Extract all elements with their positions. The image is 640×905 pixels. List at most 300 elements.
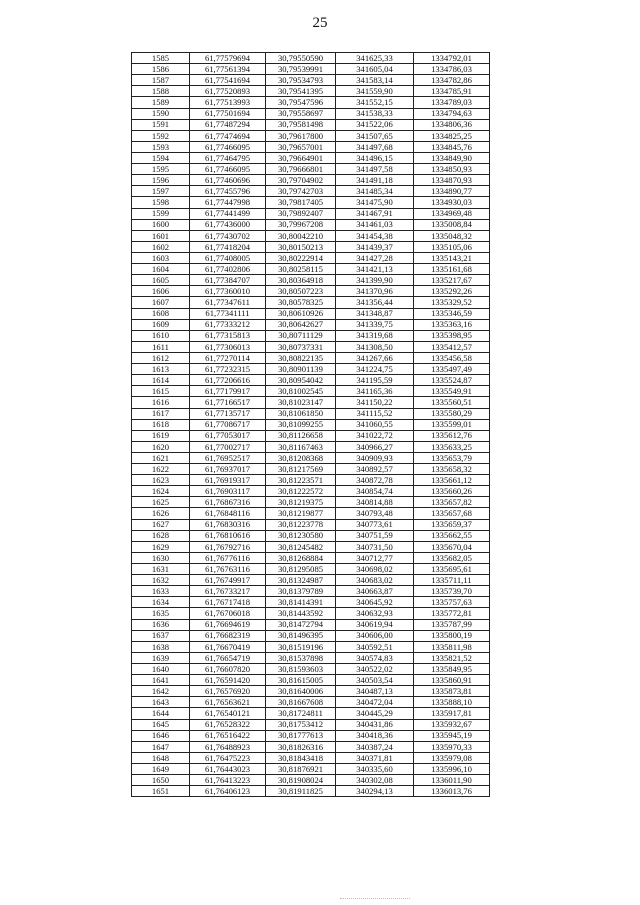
- x-coordinate-cell: 341421,13: [336, 264, 414, 275]
- y-coordinate-cell: 1334870,93: [414, 175, 490, 186]
- longitude-cell: 30,79558697: [266, 108, 336, 119]
- y-coordinate-cell: 1335682,05: [414, 552, 490, 563]
- latitude-cell: 61,77418204: [190, 241, 266, 252]
- latitude-cell: 61,76516422: [190, 730, 266, 741]
- latitude-cell: 61,77179917: [190, 386, 266, 397]
- y-coordinate-cell: 1335661,12: [414, 475, 490, 486]
- y-coordinate-cell: 1334792,01: [414, 53, 490, 64]
- latitude-cell: 61,76763116: [190, 564, 266, 575]
- longitude-cell: 30,81126658: [266, 430, 336, 441]
- y-coordinate-cell: 1335143,21: [414, 252, 490, 263]
- longitude-cell: 30,81167463: [266, 441, 336, 452]
- table-row: [132, 464, 490, 475]
- x-coordinate-cell: 340418,36: [336, 730, 414, 741]
- latitude-cell: 61,77541694: [190, 75, 266, 86]
- x-coordinate-cell: 341467,91: [336, 208, 414, 219]
- point-number-cell: 1621: [132, 452, 190, 463]
- longitude-cell: 30,81908024: [266, 775, 336, 786]
- latitude-cell: 61,77408005: [190, 252, 266, 263]
- latitude-cell: 61,76694619: [190, 619, 266, 630]
- y-coordinate-cell: 1335346,59: [414, 308, 490, 319]
- longitude-cell: 30,81222572: [266, 486, 336, 497]
- point-number-cell: 1619: [132, 430, 190, 441]
- x-coordinate-cell: 340892,57: [336, 464, 414, 475]
- longitude-cell: 30,81414391: [266, 597, 336, 608]
- y-coordinate-cell: 1334845,76: [414, 141, 490, 152]
- x-coordinate-cell: 341454,38: [336, 230, 414, 241]
- latitude-cell: 61,76540121: [190, 708, 266, 719]
- table-row: [132, 64, 490, 75]
- x-coordinate-cell: 341356,44: [336, 297, 414, 308]
- coordinates-table: [131, 52, 490, 797]
- longitude-cell: 30,81593603: [266, 664, 336, 675]
- longitude-cell: 30,81876921: [266, 764, 336, 775]
- y-coordinate-cell: 1335363,16: [414, 319, 490, 330]
- x-coordinate-cell: 341319,68: [336, 330, 414, 341]
- point-number-cell: 1624: [132, 486, 190, 497]
- table-row: [132, 241, 490, 252]
- table-row: [132, 175, 490, 186]
- y-coordinate-cell: 1335657,82: [414, 497, 490, 508]
- point-number-cell: 1641: [132, 675, 190, 686]
- latitude-cell: 61,76488923: [190, 741, 266, 752]
- point-number-cell: 1637: [132, 630, 190, 641]
- x-coordinate-cell: 340592,51: [336, 641, 414, 652]
- table-row: [132, 741, 490, 752]
- longitude-cell: 30,80711129: [266, 330, 336, 341]
- y-coordinate-cell: 1334849,90: [414, 152, 490, 163]
- latitude-cell: 61,76406123: [190, 786, 266, 797]
- x-coordinate-cell: 340909,93: [336, 452, 414, 463]
- latitude-cell: 61,76903117: [190, 486, 266, 497]
- y-coordinate-cell: 1335800,19: [414, 630, 490, 641]
- latitude-cell: 61,77460696: [190, 175, 266, 186]
- y-coordinate-cell: 1336011,90: [414, 775, 490, 786]
- y-coordinate-cell: 1335580,29: [414, 408, 490, 419]
- longitude-cell: 30,81443592: [266, 608, 336, 619]
- x-coordinate-cell: 341559,90: [336, 86, 414, 97]
- point-number-cell: 1607: [132, 297, 190, 308]
- table-row: [132, 352, 490, 363]
- latitude-cell: 61,76867316: [190, 497, 266, 508]
- table-row: [132, 786, 490, 797]
- y-coordinate-cell: 1334969,48: [414, 208, 490, 219]
- y-coordinate-cell: 1335932,67: [414, 719, 490, 730]
- latitude-cell: 61,77384707: [190, 275, 266, 286]
- y-coordinate-cell: 1334930,03: [414, 197, 490, 208]
- y-coordinate-cell: 1335048,32: [414, 230, 490, 241]
- latitude-cell: 61,77441499: [190, 208, 266, 219]
- table-row: [132, 497, 490, 508]
- point-number-cell: 1620: [132, 441, 190, 452]
- point-number-cell: 1595: [132, 164, 190, 175]
- latitude-cell: 61,77474694: [190, 130, 266, 141]
- latitude-cell: 61,76443023: [190, 764, 266, 775]
- x-coordinate-cell: 340387,24: [336, 741, 414, 752]
- table-row: [132, 286, 490, 297]
- table-row: [132, 186, 490, 197]
- x-coordinate-cell: 341552,15: [336, 97, 414, 108]
- latitude-cell: 61,77002717: [190, 441, 266, 452]
- x-coordinate-cell: 341496,15: [336, 152, 414, 163]
- point-number-cell: 1648: [132, 752, 190, 763]
- table-row: [132, 686, 490, 697]
- x-coordinate-cell: 341224,75: [336, 364, 414, 375]
- latitude-cell: 61,77306013: [190, 341, 266, 352]
- latitude-cell: 61,77315813: [190, 330, 266, 341]
- table-row: [132, 152, 490, 163]
- table-row: [132, 308, 490, 319]
- latitude-cell: 61,77166517: [190, 397, 266, 408]
- y-coordinate-cell: 1335849,95: [414, 664, 490, 675]
- latitude-cell: 61,76563621: [190, 697, 266, 708]
- table-row: [132, 364, 490, 375]
- longitude-cell: 30,79657001: [266, 141, 336, 152]
- latitude-cell: 61,76654719: [190, 652, 266, 663]
- point-number-cell: 1622: [132, 464, 190, 475]
- longitude-cell: 30,81537898: [266, 652, 336, 663]
- longitude-cell: 30,79742703: [266, 186, 336, 197]
- x-coordinate-cell: 340698,02: [336, 564, 414, 575]
- longitude-cell: 30,81245482: [266, 541, 336, 552]
- y-coordinate-cell: 1335662,55: [414, 530, 490, 541]
- longitude-cell: 30,80364918: [266, 275, 336, 286]
- table-row: [132, 541, 490, 552]
- y-coordinate-cell: 1335657,68: [414, 508, 490, 519]
- y-coordinate-cell: 1335599,01: [414, 419, 490, 430]
- table-row: [132, 108, 490, 119]
- latitude-cell: 61,76733217: [190, 586, 266, 597]
- y-coordinate-cell: 1335659,37: [414, 519, 490, 530]
- point-number-cell: 1588: [132, 86, 190, 97]
- latitude-cell: 61,77341111: [190, 308, 266, 319]
- table-row: [132, 697, 490, 708]
- latitude-cell: 61,77232315: [190, 364, 266, 375]
- y-coordinate-cell: 1335329,52: [414, 297, 490, 308]
- point-number-cell: 1625: [132, 497, 190, 508]
- y-coordinate-cell: 1335008,84: [414, 219, 490, 230]
- longitude-cell: 30,79617800: [266, 130, 336, 141]
- latitude-cell: 61,76528322: [190, 719, 266, 730]
- latitude-cell: 61,77270114: [190, 352, 266, 363]
- x-coordinate-cell: 341507,65: [336, 130, 414, 141]
- x-coordinate-cell: 341583,14: [336, 75, 414, 86]
- x-coordinate-cell: 340814,88: [336, 497, 414, 508]
- table-row: [132, 552, 490, 563]
- longitude-cell: 30,81061850: [266, 408, 336, 419]
- longitude-cell: 30,79547596: [266, 97, 336, 108]
- point-number-cell: 1647: [132, 741, 190, 752]
- x-coordinate-cell: 340574,83: [336, 652, 414, 663]
- point-number-cell: 1615: [132, 386, 190, 397]
- table-row: [132, 219, 490, 230]
- x-coordinate-cell: 340503,54: [336, 675, 414, 686]
- table-row: [132, 452, 490, 463]
- y-coordinate-cell: 1335979,08: [414, 752, 490, 763]
- y-coordinate-cell: 1335497,49: [414, 364, 490, 375]
- y-coordinate-cell: 1335670,04: [414, 541, 490, 552]
- longitude-cell: 30,81295085: [266, 564, 336, 575]
- point-number-cell: 1605: [132, 275, 190, 286]
- longitude-cell: 30,80642627: [266, 319, 336, 330]
- point-number-cell: 1585: [132, 53, 190, 64]
- y-coordinate-cell: 1334890,77: [414, 186, 490, 197]
- y-coordinate-cell: 1335524,87: [414, 375, 490, 386]
- y-coordinate-cell: 1335217,67: [414, 275, 490, 286]
- table-row: [132, 730, 490, 741]
- table-row: [132, 319, 490, 330]
- x-coordinate-cell: 341485,34: [336, 186, 414, 197]
- point-number-cell: 1600: [132, 219, 190, 230]
- latitude-cell: 61,77430702: [190, 230, 266, 241]
- y-coordinate-cell: 1335888,10: [414, 697, 490, 708]
- table-row: [132, 775, 490, 786]
- point-number-cell: 1643: [132, 697, 190, 708]
- table-row: [132, 652, 490, 663]
- y-coordinate-cell: 1335456,58: [414, 352, 490, 363]
- point-number-cell: 1614: [132, 375, 190, 386]
- x-coordinate-cell: 340606,00: [336, 630, 414, 641]
- x-coordinate-cell: 341370,96: [336, 286, 414, 297]
- x-coordinate-cell: 340619,94: [336, 619, 414, 630]
- table-row: [132, 641, 490, 652]
- latitude-cell: 61,77402806: [190, 264, 266, 275]
- x-coordinate-cell: 341115,52: [336, 408, 414, 419]
- x-coordinate-cell: 341491,18: [336, 175, 414, 186]
- latitude-cell: 61,77520893: [190, 86, 266, 97]
- table-row: [132, 330, 490, 341]
- point-number-cell: 1626: [132, 508, 190, 519]
- latitude-cell: 61,76717418: [190, 597, 266, 608]
- table-row: [132, 141, 490, 152]
- latitude-cell: 61,76848116: [190, 508, 266, 519]
- latitude-cell: 61,76919317: [190, 475, 266, 486]
- latitude-cell: 61,77579694: [190, 53, 266, 64]
- y-coordinate-cell: 1334789,03: [414, 97, 490, 108]
- latitude-cell: 61,76607820: [190, 664, 266, 675]
- longitude-cell: 30,81826316: [266, 741, 336, 752]
- longitude-cell: 30,81230580: [266, 530, 336, 541]
- x-coordinate-cell: 341538,33: [336, 108, 414, 119]
- point-number-cell: 1603: [132, 252, 190, 263]
- point-number-cell: 1613: [132, 364, 190, 375]
- table-row: [132, 53, 490, 64]
- table-row: [132, 608, 490, 619]
- x-coordinate-cell: 341399,90: [336, 275, 414, 286]
- table-row: [132, 475, 490, 486]
- y-coordinate-cell: 1335711,11: [414, 575, 490, 586]
- table-row: [132, 441, 490, 452]
- latitude-cell: 61,76749917: [190, 575, 266, 586]
- y-coordinate-cell: 1335970,33: [414, 741, 490, 752]
- table-row: [132, 208, 490, 219]
- longitude-cell: 30,81496395: [266, 630, 336, 641]
- point-number-cell: 1604: [132, 264, 190, 275]
- longitude-cell: 30,79541395: [266, 86, 336, 97]
- y-coordinate-cell: 1335549,91: [414, 386, 490, 397]
- x-coordinate-cell: 340472,04: [336, 697, 414, 708]
- x-coordinate-cell: 340335,60: [336, 764, 414, 775]
- table-row: [132, 397, 490, 408]
- table-row: [132, 164, 490, 175]
- point-number-cell: 1639: [132, 652, 190, 663]
- point-number-cell: 1616: [132, 397, 190, 408]
- longitude-cell: 30,81217569: [266, 464, 336, 475]
- y-coordinate-cell: 1334806,36: [414, 119, 490, 130]
- longitude-cell: 30,79664901: [266, 152, 336, 163]
- table-row: [132, 408, 490, 419]
- point-number-cell: 1636: [132, 619, 190, 630]
- latitude-cell: 61,77135717: [190, 408, 266, 419]
- longitude-cell: 30,80578325: [266, 297, 336, 308]
- y-coordinate-cell: 1334782,86: [414, 75, 490, 86]
- point-number-cell: 1630: [132, 552, 190, 563]
- latitude-cell: 61,76937017: [190, 464, 266, 475]
- latitude-cell: 61,76776116: [190, 552, 266, 563]
- longitude-cell: 30,81099255: [266, 419, 336, 430]
- point-number-cell: 1606: [132, 286, 190, 297]
- x-coordinate-cell: 341022,72: [336, 430, 414, 441]
- y-coordinate-cell: 1335811,98: [414, 641, 490, 652]
- table-row: [132, 341, 490, 352]
- point-number-cell: 1617: [132, 408, 190, 419]
- table-row: [132, 430, 490, 441]
- y-coordinate-cell: 1335633,25: [414, 441, 490, 452]
- x-coordinate-cell: 340751,59: [336, 530, 414, 541]
- y-coordinate-cell: 1335560,51: [414, 397, 490, 408]
- page-number: 25: [312, 15, 328, 31]
- x-coordinate-cell: 340854,74: [336, 486, 414, 497]
- point-number-cell: 1612: [132, 352, 190, 363]
- point-number-cell: 1651: [132, 786, 190, 797]
- x-coordinate-cell: 340431,86: [336, 719, 414, 730]
- table-row: [132, 252, 490, 263]
- table-row: [132, 419, 490, 430]
- table-row: [132, 508, 490, 519]
- x-coordinate-cell: 341308,50: [336, 341, 414, 352]
- x-coordinate-cell: 340371,81: [336, 752, 414, 763]
- latitude-cell: 61,76682319: [190, 630, 266, 641]
- latitude-cell: 61,77347611: [190, 297, 266, 308]
- coordinates-table-body: [132, 53, 490, 797]
- x-coordinate-cell: 341165,36: [336, 386, 414, 397]
- longitude-cell: 30,80507223: [266, 286, 336, 297]
- longitude-cell: 30,79892407: [266, 208, 336, 219]
- latitude-cell: 61,76830316: [190, 519, 266, 530]
- longitude-cell: 30,79581498: [266, 119, 336, 130]
- latitude-cell: 61,77206616: [190, 375, 266, 386]
- longitude-cell: 30,81777613: [266, 730, 336, 741]
- point-number-cell: 1635: [132, 608, 190, 619]
- point-number-cell: 1642: [132, 686, 190, 697]
- longitude-cell: 30,79666801: [266, 164, 336, 175]
- point-number-cell: 1602: [132, 241, 190, 252]
- longitude-cell: 30,80901139: [266, 364, 336, 375]
- table-row: [132, 597, 490, 608]
- y-coordinate-cell: 1335860,91: [414, 675, 490, 686]
- y-coordinate-cell: 1335398,95: [414, 330, 490, 341]
- point-number-cell: 1608: [132, 308, 190, 319]
- latitude-cell: 61,77360010: [190, 286, 266, 297]
- longitude-cell: 30,81223778: [266, 519, 336, 530]
- table-row: [132, 564, 490, 575]
- latitude-cell: 61,77501694: [190, 108, 266, 119]
- longitude-cell: 30,81667608: [266, 697, 336, 708]
- y-coordinate-cell: 1335660,26: [414, 486, 490, 497]
- table-row: [132, 619, 490, 630]
- point-number-cell: 1646: [132, 730, 190, 741]
- y-coordinate-cell: 1334825,25: [414, 130, 490, 141]
- y-coordinate-cell: 1334785,91: [414, 86, 490, 97]
- latitude-cell: 61,77053017: [190, 430, 266, 441]
- latitude-cell: 61,76706018: [190, 608, 266, 619]
- point-number-cell: 1650: [132, 775, 190, 786]
- x-coordinate-cell: 341497,58: [336, 164, 414, 175]
- table-row: [132, 375, 490, 386]
- point-number-cell: 1649: [132, 764, 190, 775]
- y-coordinate-cell: 1335739,70: [414, 586, 490, 597]
- point-number-cell: 1623: [132, 475, 190, 486]
- table-row: [132, 197, 490, 208]
- footer-scan-mark: [340, 898, 410, 899]
- x-coordinate-cell: 341461,03: [336, 219, 414, 230]
- y-coordinate-cell: 1335292,26: [414, 286, 490, 297]
- x-coordinate-cell: 340645,92: [336, 597, 414, 608]
- table-row: [132, 75, 490, 86]
- longitude-cell: 30,80222914: [266, 252, 336, 263]
- point-number-cell: 1599: [132, 208, 190, 219]
- x-coordinate-cell: 341427,28: [336, 252, 414, 263]
- x-coordinate-cell: 340872,78: [336, 475, 414, 486]
- table-row: [132, 664, 490, 675]
- latitude-cell: 61,76475223: [190, 752, 266, 763]
- x-coordinate-cell: 341060,55: [336, 419, 414, 430]
- longitude-cell: 30,81219375: [266, 497, 336, 508]
- longitude-cell: 30,81002545: [266, 386, 336, 397]
- latitude-cell: 61,77333212: [190, 319, 266, 330]
- point-number-cell: 1609: [132, 319, 190, 330]
- point-number-cell: 1587: [132, 75, 190, 86]
- x-coordinate-cell: 340663,87: [336, 586, 414, 597]
- table-row: [132, 752, 490, 763]
- point-number-cell: 1628: [132, 530, 190, 541]
- latitude-cell: 61,76810616: [190, 530, 266, 541]
- table-row: [132, 675, 490, 686]
- y-coordinate-cell: 1335996,10: [414, 764, 490, 775]
- x-coordinate-cell: 341522,06: [336, 119, 414, 130]
- point-number-cell: 1597: [132, 186, 190, 197]
- latitude-cell: 61,77513993: [190, 97, 266, 108]
- y-coordinate-cell: 1335658,32: [414, 464, 490, 475]
- latitude-cell: 61,77464795: [190, 152, 266, 163]
- latitude-cell: 61,76591420: [190, 675, 266, 686]
- longitude-cell: 30,81223571: [266, 475, 336, 486]
- latitude-cell: 61,77447998: [190, 197, 266, 208]
- x-coordinate-cell: 341339,75: [336, 319, 414, 330]
- y-coordinate-cell: 1335917,81: [414, 708, 490, 719]
- point-number-cell: 1611: [132, 341, 190, 352]
- longitude-cell: 30,80042210: [266, 230, 336, 241]
- longitude-cell: 30,81324987: [266, 575, 336, 586]
- latitude-cell: 61,76792716: [190, 541, 266, 552]
- latitude-cell: 61,76576920: [190, 686, 266, 697]
- point-number-cell: 1645: [132, 719, 190, 730]
- y-coordinate-cell: 1335105,06: [414, 241, 490, 252]
- longitude-cell: 30,80954042: [266, 375, 336, 386]
- y-coordinate-cell: 1335653,79: [414, 452, 490, 463]
- point-number-cell: 1594: [132, 152, 190, 163]
- table-row: [132, 119, 490, 130]
